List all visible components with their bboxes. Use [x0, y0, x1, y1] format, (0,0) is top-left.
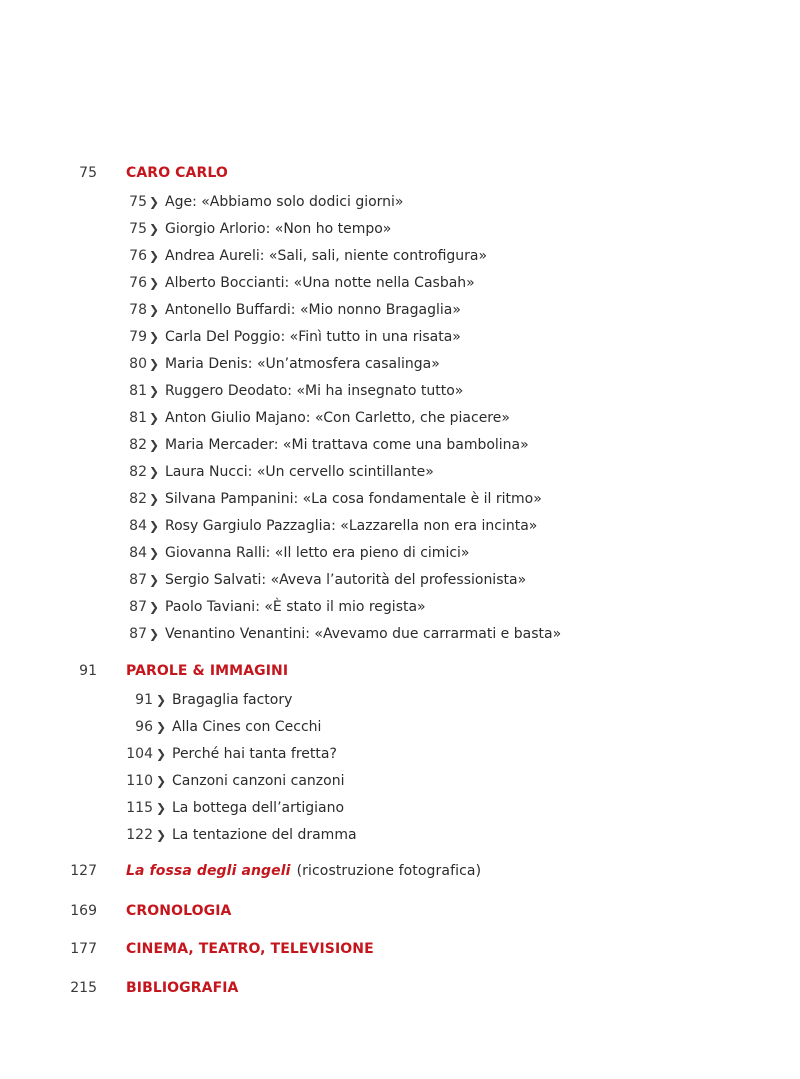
entry-page-number: 84: [129, 518, 147, 534]
entry-page-number: 87: [129, 626, 147, 642]
entry-page-number: 87: [129, 599, 147, 615]
section-page-number: 91: [79, 663, 97, 679]
toc-entry: [0, 623, 800, 645]
entry-page-number: 82: [129, 491, 147, 507]
entry-page-number: 122: [126, 827, 153, 843]
chevron-right-icon: ❯: [149, 573, 160, 587]
entry-title: La tentazione del dramma: [172, 827, 357, 843]
entry-title: Ruggero Deodato: «Mi ha insegnato tutto»: [165, 383, 464, 399]
chevron-right-icon: ❯: [149, 600, 160, 614]
toc-entry: [0, 461, 800, 483]
entry-page-number: 81: [129, 410, 147, 426]
section-title: CARO CARLO: [126, 165, 228, 181]
toc-entry: [0, 596, 800, 618]
entry-page-number: 75: [129, 194, 147, 210]
section-title: PAROLE & IMMAGINI: [126, 663, 289, 679]
section-title: CRONOLOGIA: [126, 903, 232, 919]
chevron-right-icon: ❯: [149, 222, 160, 236]
chevron-right-icon: ❯: [149, 438, 160, 452]
entry-title: Carla Del Poggio: «Finì tutto in una risata»: [165, 329, 461, 345]
section-page-number: 177: [70, 941, 97, 957]
toc-entry: [0, 299, 800, 321]
section-subtitle: (ricostruzione fotografica): [296, 863, 482, 879]
chevron-right-icon: ❯: [149, 519, 160, 533]
entry-title: Andrea Aureli: «Sali, sali, niente controfigura»: [165, 248, 488, 264]
toc-entry: [0, 716, 800, 738]
entry-title: Giovanna Ralli: «Il letto era pieno di cimici»: [165, 545, 470, 561]
toc-entry: [0, 218, 800, 240]
toc-entry: [0, 824, 800, 846]
chevron-right-icon: ❯: [149, 627, 160, 641]
entry-title: Antonello Buffardi: «Mio nonno Bragaglia»: [165, 302, 461, 318]
chevron-right-icon: ❯: [156, 747, 167, 761]
entry-page-number: 115: [126, 800, 153, 816]
entry-title: Silvana Pampanini: «La cosa fondamentale è il ritmo»: [165, 491, 542, 507]
chevron-right-icon: ❯: [149, 249, 160, 263]
section-title: BIBLIOGRAFIA: [126, 980, 239, 996]
entry-page-number: 79: [129, 329, 147, 345]
section-page-number: 75: [79, 165, 97, 181]
entry-page-number: 91: [135, 692, 153, 708]
toc-entry: [0, 245, 800, 267]
entry-title: Laura Nucci: «Un cervello scintillante»: [165, 464, 434, 480]
entry-title: Canzoni canzoni canzoni: [172, 773, 345, 789]
toc-entry: [0, 797, 800, 819]
entry-page-number: 87: [129, 572, 147, 588]
toc-entry: [0, 542, 800, 564]
entry-page-number: 82: [129, 464, 147, 480]
section-title-text: La fossa degli angeli: [126, 863, 291, 879]
entry-page-number: 84: [129, 545, 147, 561]
chevron-right-icon: ❯: [149, 384, 160, 398]
toc-entry: [0, 689, 800, 711]
toc-entry: [0, 770, 800, 792]
section-page-number: 215: [70, 980, 97, 996]
entry-page-number: 78: [129, 302, 147, 318]
chevron-right-icon: ❯: [149, 357, 160, 371]
entry-page-number: 81: [129, 383, 147, 399]
chevron-right-icon: ❯: [149, 492, 160, 506]
section-title: [126, 863, 481, 879]
chevron-right-icon: ❯: [149, 411, 160, 425]
entry-title: Rosy Gargiulo Pazzaglia: «Lazzarella non era incinta»: [165, 518, 538, 534]
entry-title: Perché hai tanta fretta?: [172, 746, 337, 762]
chevron-right-icon: ❯: [149, 546, 160, 560]
entry-title: Giorgio Arlorio: «Non ho tempo»: [165, 221, 392, 237]
toc-entry: [0, 743, 800, 765]
toc-entry: [0, 191, 800, 213]
chevron-right-icon: ❯: [156, 774, 167, 788]
entry-title: Alberto Boccianti: «Una notte nella Casbah»: [165, 275, 475, 291]
chevron-right-icon: ❯: [156, 693, 167, 707]
entry-page-number: 76: [129, 275, 147, 291]
toc-entry: [0, 326, 800, 348]
entry-title: Age: «Abbiamo solo dodici giorni»: [165, 194, 404, 210]
chevron-right-icon: ❯: [156, 720, 167, 734]
entry-page-number: 76: [129, 248, 147, 264]
section-page-number: 127: [70, 863, 97, 879]
entry-title: Venantino Venantini: «Avevamo due carrarmati e basta»: [165, 626, 562, 642]
chevron-right-icon: ❯: [156, 828, 167, 842]
entry-page-number: 110: [126, 773, 153, 789]
toc-entry: [0, 380, 800, 402]
entry-page-number: 75: [129, 221, 147, 237]
chevron-right-icon: ❯: [149, 276, 160, 290]
entry-page-number: 104: [126, 746, 153, 762]
chevron-right-icon: ❯: [156, 801, 167, 815]
toc-entry: [0, 569, 800, 591]
section-title: CINEMA, TEATRO, TELEVISIONE: [126, 941, 374, 957]
entry-title: Maria Denis: «Un’atmosfera casalinga»: [165, 356, 440, 372]
entry-page-number: 82: [129, 437, 147, 453]
chevron-right-icon: ❯: [149, 195, 160, 209]
toc-entry: [0, 434, 800, 456]
toc-entry: [0, 353, 800, 375]
entry-title: Bragaglia factory: [172, 692, 293, 708]
toc-entry: [0, 488, 800, 510]
section-page-number: 169: [70, 903, 97, 919]
chevron-right-icon: ❯: [149, 330, 160, 344]
entry-page-number: 96: [135, 719, 153, 735]
entry-title: Maria Mercader: «Mi trattava come una bambolina»: [165, 437, 529, 453]
entry-title: Alla Cines con Cecchi: [172, 719, 322, 735]
entry-page-number: 80: [129, 356, 147, 372]
toc-entry: [0, 407, 800, 429]
toc-entry: [0, 272, 800, 294]
entry-title: Sergio Salvati: «Aveva l’autorità del professionista»: [165, 572, 527, 588]
chevron-right-icon: ❯: [149, 465, 160, 479]
chevron-right-icon: ❯: [149, 303, 160, 317]
entry-title: Anton Giulio Majano: «Con Carletto, che piacere»: [165, 410, 510, 426]
toc-entry: [0, 515, 800, 537]
entry-title: La bottega dell’artigiano: [172, 800, 345, 816]
entry-title: Paolo Taviani: «È stato il mio regista»: [165, 599, 426, 615]
